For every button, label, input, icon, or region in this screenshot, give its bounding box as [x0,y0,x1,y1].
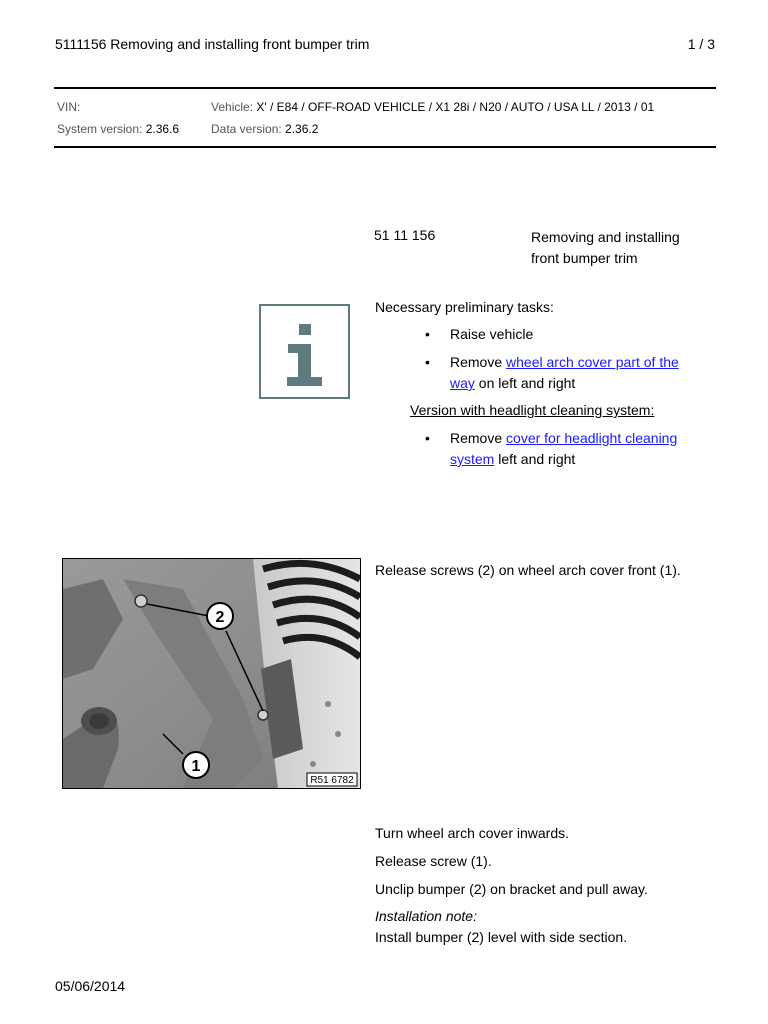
document-title: Removing and installing front bumper trim [531,229,680,266]
step-text: Turn wheel arch cover inwards. [375,825,570,841]
footer-date: 05/06/2014 [55,978,126,994]
system-version-label: System version: [57,122,143,136]
header-divider [54,87,716,89]
list-item-text: on left and right [474,375,576,391]
step-text: Release screw (1). [375,853,492,869]
vehicle-value: X' / E84 / OFF-ROAD VEHICLE / X1 28i / N20 / AUTO / USA LL / 2013 / 01 [256,100,655,114]
preliminary-title: Necessary preliminary tasks: [375,299,554,315]
headlight-cleaning-cover-link[interactable]: cover for headlight cleaning system [450,430,678,467]
list-item [425,428,710,470]
list-item [425,324,710,345]
figure-photo [62,558,361,789]
wheel-arch-cover-link[interactable]: wheel arch cover part of the way [450,354,679,391]
step-text: Release screws (2) on wheel arch cover front (1). [375,562,681,578]
list-item-text: Raise vehicle [450,326,534,342]
system-version [57,122,179,136]
list-item-text: Remove [450,430,507,446]
page-title: 5111156 Removing and installing front bumper trim [55,36,370,52]
vehicle-label: Vehicle: [211,100,254,114]
installation-note-text: Install bumper (2) level with side section. [375,929,628,945]
list-item-text: Remove [450,354,507,370]
document-number: 51 11 156 [374,227,436,243]
step-text: Unclip bumper (2) on bracket and pull away. [375,881,648,897]
list-item [425,352,690,394]
data-version-value: 2.36.2 [285,122,319,136]
bullet-icon: • [425,354,430,370]
data-version [211,122,318,136]
version-note: Version with headlight cleaning system: [410,402,655,418]
bullet-icon: • [425,326,430,342]
data-version-label: Data version: [211,122,282,136]
figure-reference: R51 6782 [310,775,354,786]
system-version-value: 2.36.6 [145,122,180,136]
callout-1: 1 [191,758,201,775]
page-number: 1 / 3 [687,36,715,52]
bullet-icon: • [425,430,430,446]
callout-2: 2 [215,609,225,626]
list-item-text: left and right [494,451,576,467]
vehicle-info [211,100,654,114]
info-i-icon [259,304,350,399]
installation-note-label: Installation note: [375,908,477,924]
vin-label: VIN: [57,100,81,114]
meta-divider [54,146,716,148]
